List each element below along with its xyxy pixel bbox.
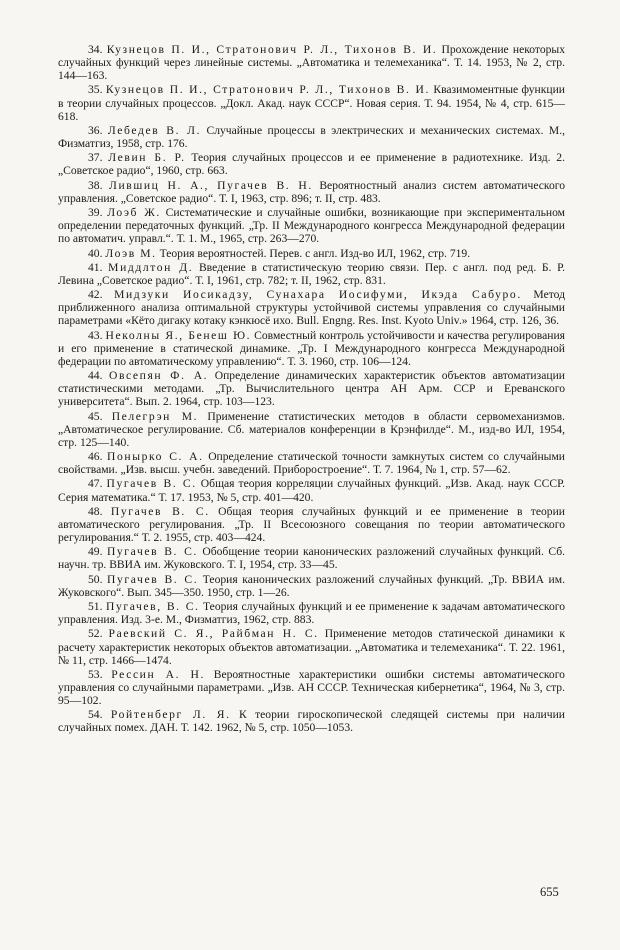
reference-number: 44. — [88, 369, 103, 383]
reference-authors: Овсепян Ф. А. — [109, 369, 209, 383]
reference-list — [58, 43, 565, 736]
reference-text: Общая теория корреляции случайных функций. „Изв. Акад. наук СССР. Серия математика.“ Т. 17. 1953, № 5, стр. 401—420. — [58, 477, 566, 504]
reference-authors: Пугачев В. С. — [110, 504, 210, 518]
reference-number: 39. — [88, 206, 103, 220]
reference-authors: Понырко С. А. — [107, 450, 204, 464]
reference-number: 45. — [88, 409, 103, 423]
reference-authors: Кузнецов П. И., Стратонович Р. Л., Тихонов В. И. — [105, 83, 430, 97]
reference-text: Применение методов статической динамики к расчету характеристик некоторых объектов автоматизации. „Автоматика и телемеханика“. Т. 22. 1961, № 11, стр. 1466—1474. — [58, 627, 565, 667]
reference-entry — [58, 329, 565, 368]
reference-text: Прохождение некоторых случайных функций через линейные системы. „Автоматика и телемеханика“. Т. 14. 1953, № 2, стр. 144—163. — [58, 43, 565, 83]
reference-authors: Лоэв М. — [105, 246, 157, 260]
reference-text: Обобщение теории канонических разложений случайных функций. Сб. научн. тр. ВВИА им. Жуковского. Т. I, 1954, стр. 33—45. — [58, 545, 565, 572]
reference-text: Совместный контроль устойчивости и качества регулирования и его применение в статической динамике. „Тр. I Международного конгресса Международной федерации по автоматическому управлению“. Т. 3. 1960, стр. 106—124. — [58, 328, 565, 368]
reference-authors: Неколны Я., Бенеш Ю. — [105, 328, 252, 342]
reference-entry — [58, 410, 565, 449]
reference-text: Общая теория случайных функций и ее применение в теории автоматического регулирования. „Тр. II Всесоюзного совещания по теории автоматического регулирования.“ Т. 2. 1955, стр. 403—424. — [58, 504, 565, 544]
reference-text: Применение статистических методов в области сервомеханизмов. „Автоматическое регулирование. Сб. материалов конференции в Крэнфилде“. М., изд-во ИЛ, 1954, стр. 125—140. — [58, 409, 565, 449]
reference-number: 43. — [88, 328, 103, 342]
reference-text: Случайные процессы в электрических и механических системах. М., Физматгиз, 1958, стр. 176. — [58, 123, 565, 151]
reference-number: 52. — [88, 627, 103, 641]
reference-authors: Лебедев В. Л. — [107, 123, 202, 137]
reference-authors: Пугачев В. С. — [106, 545, 198, 559]
reference-number: 38. — [88, 178, 103, 192]
reference-entry — [58, 206, 565, 245]
reference-entry — [58, 83, 565, 122]
reference-authors: Ройтенберг Л. Я. — [110, 708, 231, 722]
reference-authors: Кузнецов П. И., Стратонович Р. Л., Тихонов В. И. — [106, 43, 438, 56]
reference-entry — [58, 247, 565, 260]
reference-authors: Пугачев, В. С. — [105, 600, 200, 614]
reference-number: 51. — [88, 600, 103, 614]
reference-text: Вероятностный анализ систем автоматического управления. „Советское радио“. Т. I, 1963, стр. 896; т. II, стр. 483. — [58, 178, 565, 205]
reference-authors: Пугачев В. С. — [107, 572, 199, 586]
reference-authors: Пугачев В. С. — [106, 477, 197, 491]
reference-authors: Мидзуки Иосикадзу, Сунахара Иосифуми, Икэда Сабуро. — [114, 288, 522, 302]
page-number: 655 — [540, 885, 559, 899]
reference-authors: Лоэб Ж. — [107, 206, 161, 220]
reference-number: 37. — [88, 151, 103, 165]
reference-number: 49. — [88, 545, 103, 559]
reference-entry — [58, 600, 565, 626]
reference-number: 36. — [88, 123, 103, 137]
reference-text: Теория случайных процессов и ее применение в радиотехнике. Изд. 2. „Советское радио“, 1960, стр. 663. — [58, 151, 565, 178]
reference-number: 48. — [88, 504, 103, 518]
reference-text: Введение в статистическую теорию связи. Пер. с англ. под ред. Б. Р. Левина „Советское радио“. Т. I, 1961, стр. 782; т. II, 1962, стр. 831. — [58, 260, 565, 287]
reference-entry — [58, 545, 565, 571]
reference-entry — [58, 369, 565, 408]
reference-entry — [58, 505, 565, 544]
reference-number: 35. — [88, 83, 103, 97]
reference-text: Вероятностные характеристики ошибки системы автоматического управления со случайными параметрами. „Изв. АН СССР. Техническая кибернетика“, 1964, № 3, стр. 95—102. — [58, 667, 565, 708]
reference-text: Квазимоментные функции в теории случайных процессов. „Докл. Акад. наук СССР“. Новая серия. Т. 94. 1954, № 4, стр. 615—618. — [58, 83, 565, 123]
reference-number: 54. — [88, 708, 103, 722]
reference-entry — [58, 627, 565, 666]
reference-entry — [58, 288, 565, 327]
reference-text: Определение динамических характеристик объектов автоматизации статистическими методами. „Тр. Вычислительного центра АН Арм. ССР и Ереванского университета“. Вып. 2. 1964, стр. 103—123. — [58, 369, 565, 409]
reference-entry — [58, 179, 565, 205]
reference-text: Определение статической точности замкнутых систем со случайными свойствами. „Изв. высш. учебн. заведений. Приборостроение“. Т. 7. 1964, № 1, стр. 57—62. — [58, 450, 565, 477]
reference-number: 41. — [88, 260, 103, 274]
reference-entry — [58, 261, 565, 287]
reference-entry — [58, 43, 565, 82]
reference-text: Систематические и случайные ошибки, возникающие при экспериментальном определении передаточных функций. „Тр. II Международного конгресса Международной федерации по автоматич. управл.“. Т. 1. М., 1965, стр. 263—270. — [58, 206, 566, 246]
reference-text: Теория вероятностей. Перев. с англ. Изд-во ИЛ, 1962, стр. 719. — [159, 246, 471, 260]
reference-authors: Лившиц Н. А., Пугачев В. Н. — [108, 178, 313, 192]
reference-entry — [58, 124, 565, 150]
reference-text: Теория канонических разложений случайных функций. „Тр. ВВИА им. Жуковского“. Вып. 345—350. 1950, стр. 1—26. — [58, 572, 565, 599]
reference-entry — [58, 151, 565, 177]
reference-number: 42. — [88, 288, 103, 302]
reference-entry — [58, 450, 565, 476]
reference-authors: Рессин А. Н. — [111, 667, 205, 681]
reference-authors: Миддлтон Д. — [108, 260, 194, 274]
reference-text: Метод приближенного анализа оптимальной структуры устойчивой системы управления со случайными параметрами «Кёто дигаку котаку кэнкюсё ихо. Bull. Engng. Res. Inst. Kyoto Univ.» 1964, стр. 126, 36. — [58, 288, 565, 328]
reference-entry — [58, 477, 565, 503]
reference-authors: Раевский С. Я., Райбман Н. С. — [108, 627, 319, 641]
reference-text: Теория случайных функций и ее применение к задачам автоматического управления. Изд. 3-е. М., Физматгиз, 1962, стр. 883. — [58, 600, 565, 627]
reference-authors: Левин Б. Р. — [108, 151, 186, 165]
reference-text: К теории гироскопической следящей системы при наличии случайных помех. ДАН. Т. 142. 1962, № 5, стр. 1050—1053. — [58, 708, 565, 735]
reference-entry — [58, 708, 565, 734]
reference-number: 46. — [88, 450, 103, 464]
reference-number: 50. — [88, 572, 103, 586]
reference-number: 47. — [88, 477, 103, 491]
reference-number: 34. — [88, 43, 103, 56]
reference-entry — [58, 668, 565, 707]
reference-authors: Пелегрэн М. — [111, 409, 199, 423]
reference-number: 53. — [88, 667, 103, 681]
reference-entry — [58, 573, 565, 599]
reference-number: 40. — [88, 246, 103, 260]
